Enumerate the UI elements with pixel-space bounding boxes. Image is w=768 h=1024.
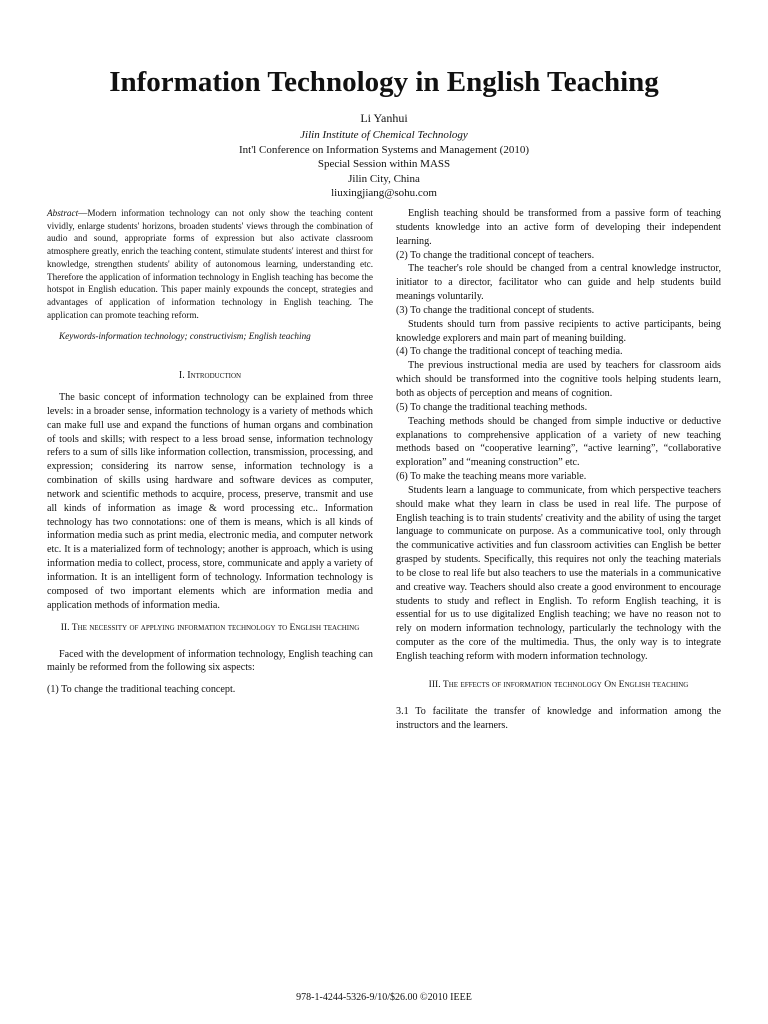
subsection-3-1: 3.1 To facilitate the transfer of knowledge and information among the instructors and the learners. (396, 705, 721, 731)
institution: Jilin Institute of Chemical Technology (300, 129, 468, 141)
author-name: Li Yanhui (360, 111, 408, 125)
paragraph-2: The teacher's role should be changed from a central knowledge instructor, initiator to a director, facilitator who can guide and help students build meanings voluntarily. (396, 263, 721, 303)
list-item-5: (5) To change the traditional teaching methods. (396, 401, 588, 413)
left-column (47, 207, 373, 697)
paragraph-1: English teaching should be transformed from a passive form of teaching students knowledge into an active form of developing their independent learning. (396, 208, 721, 247)
paragraph-5: Teaching methods should be changed from simple inductive or deductive explanations to comprehensive application of a variety of new teaching methods based on “cooperative learning”, “active learning”, “collaborative exploration” and “meaning construction” etc. (396, 415, 721, 469)
right-column (396, 207, 721, 733)
footer-copyright: 978-1-4244-5326-9/10/$26.00 ©2010 IEEE (296, 992, 472, 1003)
author-affiliation (0, 128, 768, 201)
necessity-intro: Faced with the development of information technology, English teaching can mainly be reformed from the following six aspects: (47, 648, 373, 674)
conference: Int'l Conference on Information Systems and Management (2010) (238, 143, 530, 156)
abstract-text: —Modern information technology can not only show the teaching content vividly, enlarge students' horizons, broaden students' views through the combination of audio and sound, appropriate forms of expression but also activate classroom atmosphere greatly, enrich the teaching content, stimulate students' interest and thirst for knowledge, strengthen students' ability of autonomous learning, understanding etc. Therefore the application of information technology in English teaching has become the hotspot in English education. This paper mainly expounds the concept, strategies and advantages of application of information technology in English teaching. The application can promote teaching reform. (47, 208, 373, 320)
section-heading-introduction: I. Introduction (178, 370, 242, 382)
paragraph-3: Students should turn from passive recipients to active participants, being knowledge explorers and main part of meaning building. (396, 318, 721, 344)
list-item-2: (2) To change the traditional concept of teachers. (396, 249, 595, 261)
abstract (47, 207, 373, 321)
paper-title: Information Technology in English Teaching (109, 66, 659, 98)
list-item-1: (1) To change the traditional teaching concept. (47, 684, 236, 696)
introduction-paragraph: The basic concept of information technology can be explained from three levels: in a broader sense, information technology is a variety of methods which can make full use and expand the functions of human organs and combination of tools and skills; with respect to a less broad sense, information technology refers to a sum of sills like information collection, transmission, processing, and expression; considering its narrow sense, information technology is a combination of skills using hardware and software devices as computer, network and scientific methods to acquire, process, preserve, transmit and use all kinds of information as image & word processing etc.. Information technology has two connotations: one of them is means, which is all kinds of information media such as print media, electronic media, and computer network etc. It is a materialized form of technology; another is approach, which is using information media to collect, process, store, communicate and apply a variety of information. It is an intelligent form of technology. Information technology is composed of two important elements which are information media and application methods of information media. (47, 392, 373, 611)
paragraph-6: Students learn a language to communicate, from which perspective teachers should make what they learn in class be used in real life. The purpose of English teaching is to train students' creativity and the ability of using the target language to communicate on purpose. As a communicative tool, only through the communicative activities and fun classroom activities can English be better grasped by students. Specifically, this requires not only the teaching materials to be close to real life but also teachers to use the materials in a communicative and creative way. Teachers should also create a good environment to encourage students to study and reflect in English. To reform English teaching, it is essential for us to use digitalized English teaching; we have no reason not to rely on modern information technology, particularly the technology with the computer as the core of the multimedia. Thus, the only way is to integrate English teaching reform with modern information technology. (396, 484, 721, 662)
keywords: Keywords-information technology; constructivism; English teaching (59, 331, 311, 342)
paragraph-4: The previous instructional media are used by teachers for classroom aids which should be transformed into the cognitive tools helping students learn, both as objects of perception and means of cognition. (396, 360, 721, 399)
abstract-label: Abstract (47, 208, 79, 218)
location: Jilin City, China (348, 172, 420, 185)
list-item-3: (3) To change the traditional concept of students. (396, 304, 595, 316)
list-item-6: (6) To make the teaching means more variable. (396, 471, 587, 483)
list-item-4: (4) To change the traditional concept of teaching media. (396, 346, 623, 358)
section-heading-necessity: II. The necessity of applying information technology to English teaching (60, 621, 360, 633)
email[interactable]: liuxingjiang@sohu.com (331, 187, 437, 199)
section-heading-effects: III. The effects of information technology On English teaching (428, 678, 689, 690)
session: Special Session within MASS (317, 158, 451, 170)
